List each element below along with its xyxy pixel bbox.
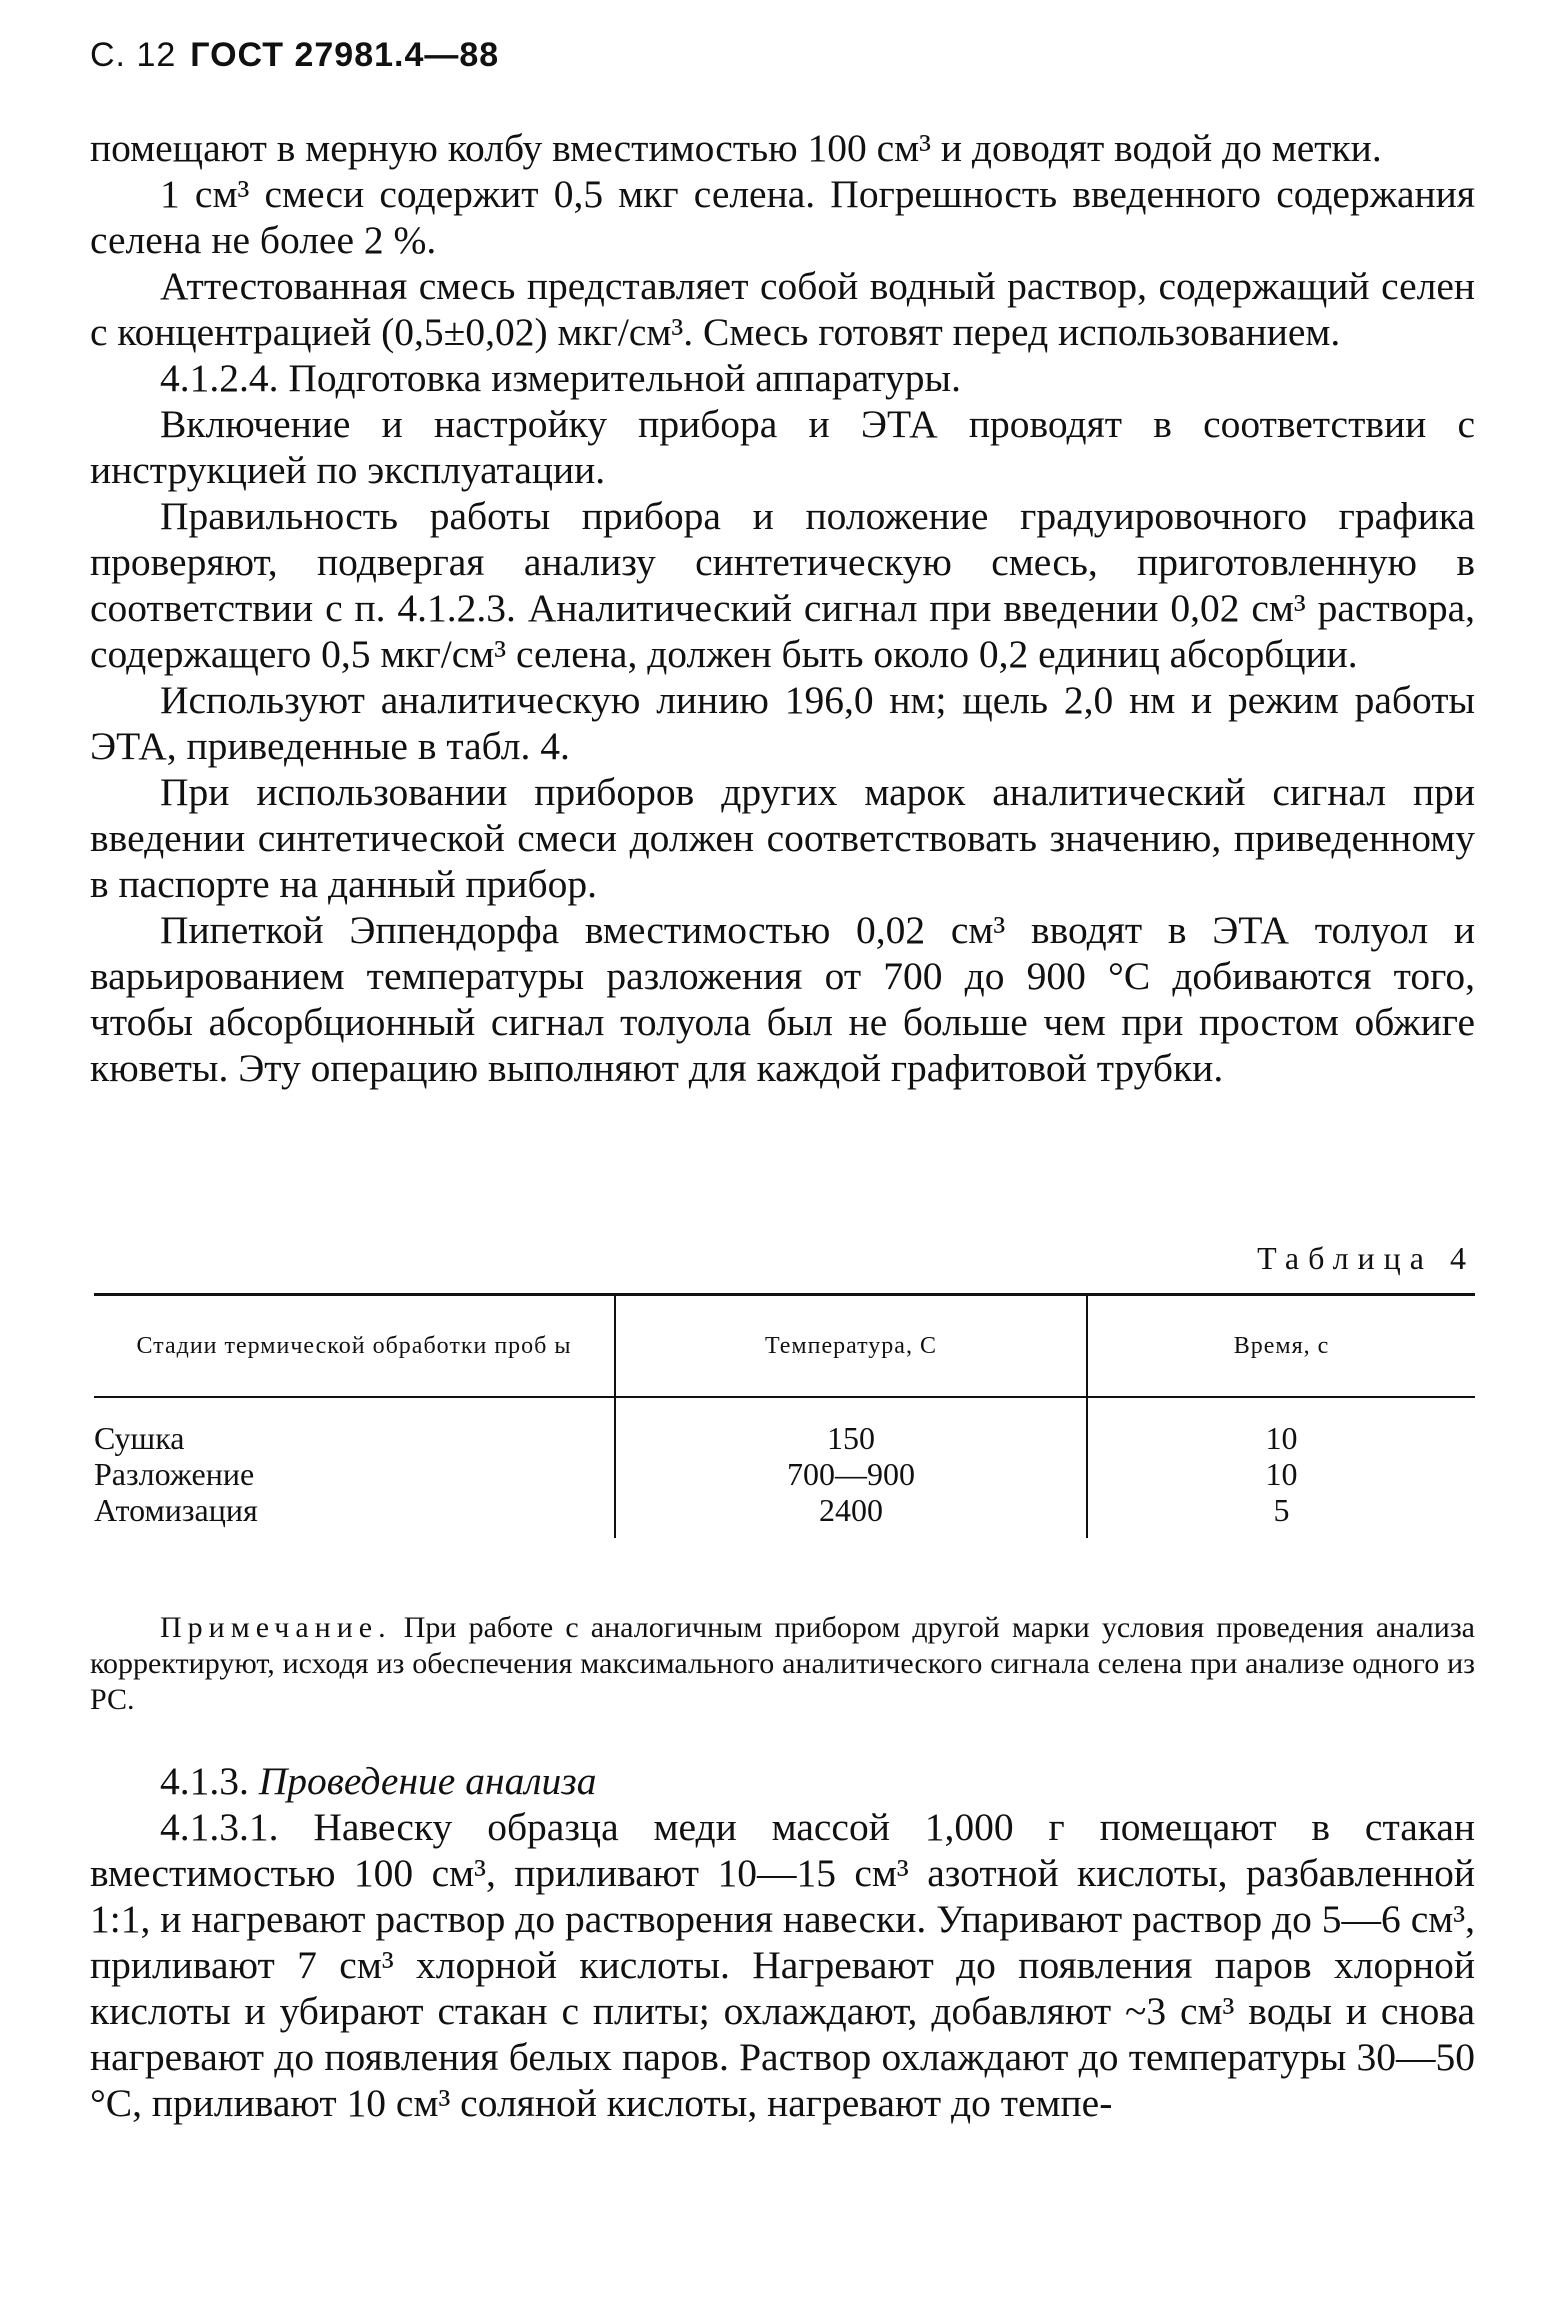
cell-temperature: 150 [615, 1397, 1087, 1456]
cell-stage: Сушка [94, 1420, 185, 1456]
cell-stage: Атомизация [94, 1492, 258, 1528]
analysis-section [90, 1758, 1475, 2126]
cell-temperature: 700—900 [615, 1456, 1087, 1492]
table-row [94, 1456, 1475, 1492]
section-title: Проведение анализа [258, 1759, 597, 1803]
cell-stage: Разложение [94, 1456, 255, 1492]
paragraph: 4.1.3.1. Навеску образца меди массой 1,000 г помещают в стакан вместимостью 100 см³, приливают 10—15 см³ азотной кислоты, разбавленной 1:1, и нагревают раствор до растворения навески. Упаривают раствор до 5—6 см³, приливают 7 см³ хлорной кислоты. Нагревают до появления паров хлорной кислоты и убирают стакан с плиты; охлаждают, добавляют ~3 см³ воды и снова нагревают до появления белых паров. Раствор охлаждают до температуры 30—50 °С, приливают 10 см³ соляной кислоты, нагревают до темпе- [90, 1805, 1475, 2125]
table-note [90, 1610, 1475, 1718]
paragraph: Правильность работы прибора и положение градуировочного графика проверяют, подвергая анализу синтетическую смесь, приготовленную в соответствии с п. 4.1.2.3. Аналитический сигнал при введении 0,02 см³ раствора, содержащего 0,5 мкг/см³ селена, должен быть около 0,2 единиц абсорбции. [90, 494, 1475, 676]
column-header-temperature: Температура, С [615, 1295, 1087, 1398]
column-header-time: Время, с [1087, 1295, 1475, 1398]
table-row [94, 1492, 1475, 1538]
paragraph: 1 см³ смеси содержит 0,5 мкг селена. Погрешность введенного содержания селена не более 2 %. [90, 172, 1475, 262]
standard-designation: ГОСТ 27981.4—88 [190, 36, 500, 74]
cell-temperature: 2400 [615, 1492, 1087, 1538]
section-number: 4.1.3. [160, 1759, 249, 1803]
note-text: При работе с аналогичным прибором другой марки условия проведения анализа корректируют, исходя из обеспечения максимального аналитического сигнала селена при анализе одного из РС. [90, 1611, 1475, 1716]
cell-time: 10 [1087, 1456, 1475, 1492]
note-label: Примечание. [160, 1611, 392, 1644]
table-header-row [94, 1295, 1475, 1398]
cell-time: 10 [1087, 1397, 1475, 1456]
paragraph: При использовании приборов других марок аналитический сигнал при введении синтетической смеси должен соответствовать значению, приведенному в паспорте на данный прибор. [90, 770, 1475, 906]
stages-table [94, 1293, 1475, 1538]
section-heading [90, 1758, 1475, 1804]
table-caption: Таблица 4 [1257, 1240, 1475, 1276]
paragraph: Аттестованная смесь представляет собой водный раствор, содержащий селен с концентрацией (0,5±0,02) мкг/см³. Смесь готовят перед использованием. [90, 264, 1475, 354]
cell-time: 5 [1087, 1492, 1475, 1538]
column-header-stage: Стадии термической обработки проб ы [94, 1295, 615, 1398]
paragraph: Включение и настройку прибора и ЭТА проводят в соответствии с инструкцией по эксплуатации. [90, 402, 1475, 492]
table-row [94, 1397, 1475, 1456]
subsection-heading: 4.1.2.4. Подготовка измерительной аппаратуры. [160, 356, 961, 400]
page-number: С. 12 [90, 36, 177, 74]
paragraph: Используют аналитическую линию 196,0 нм; щель 2,0 нм и режим работы ЭТА, приведенные в табл. 4. [90, 678, 1475, 768]
paragraph: помещают в мерную колбу вместимостью 100 см³ и доводят водой до метки. [90, 126, 1382, 170]
paragraph: Пипеткой Эппендорфа вместимостью 0,02 см³ вводят в ЭТА толуол и варьированием температуры разложения от 700 до 900 °С добиваются того, чтобы абсорбционный сигнал толуола был не больше чем при простом обжиге кюветы. Эту операцию выполняют для каждой графитовой трубки. [90, 908, 1475, 1090]
body-text [90, 125, 1475, 1091]
running-head [90, 36, 499, 75]
